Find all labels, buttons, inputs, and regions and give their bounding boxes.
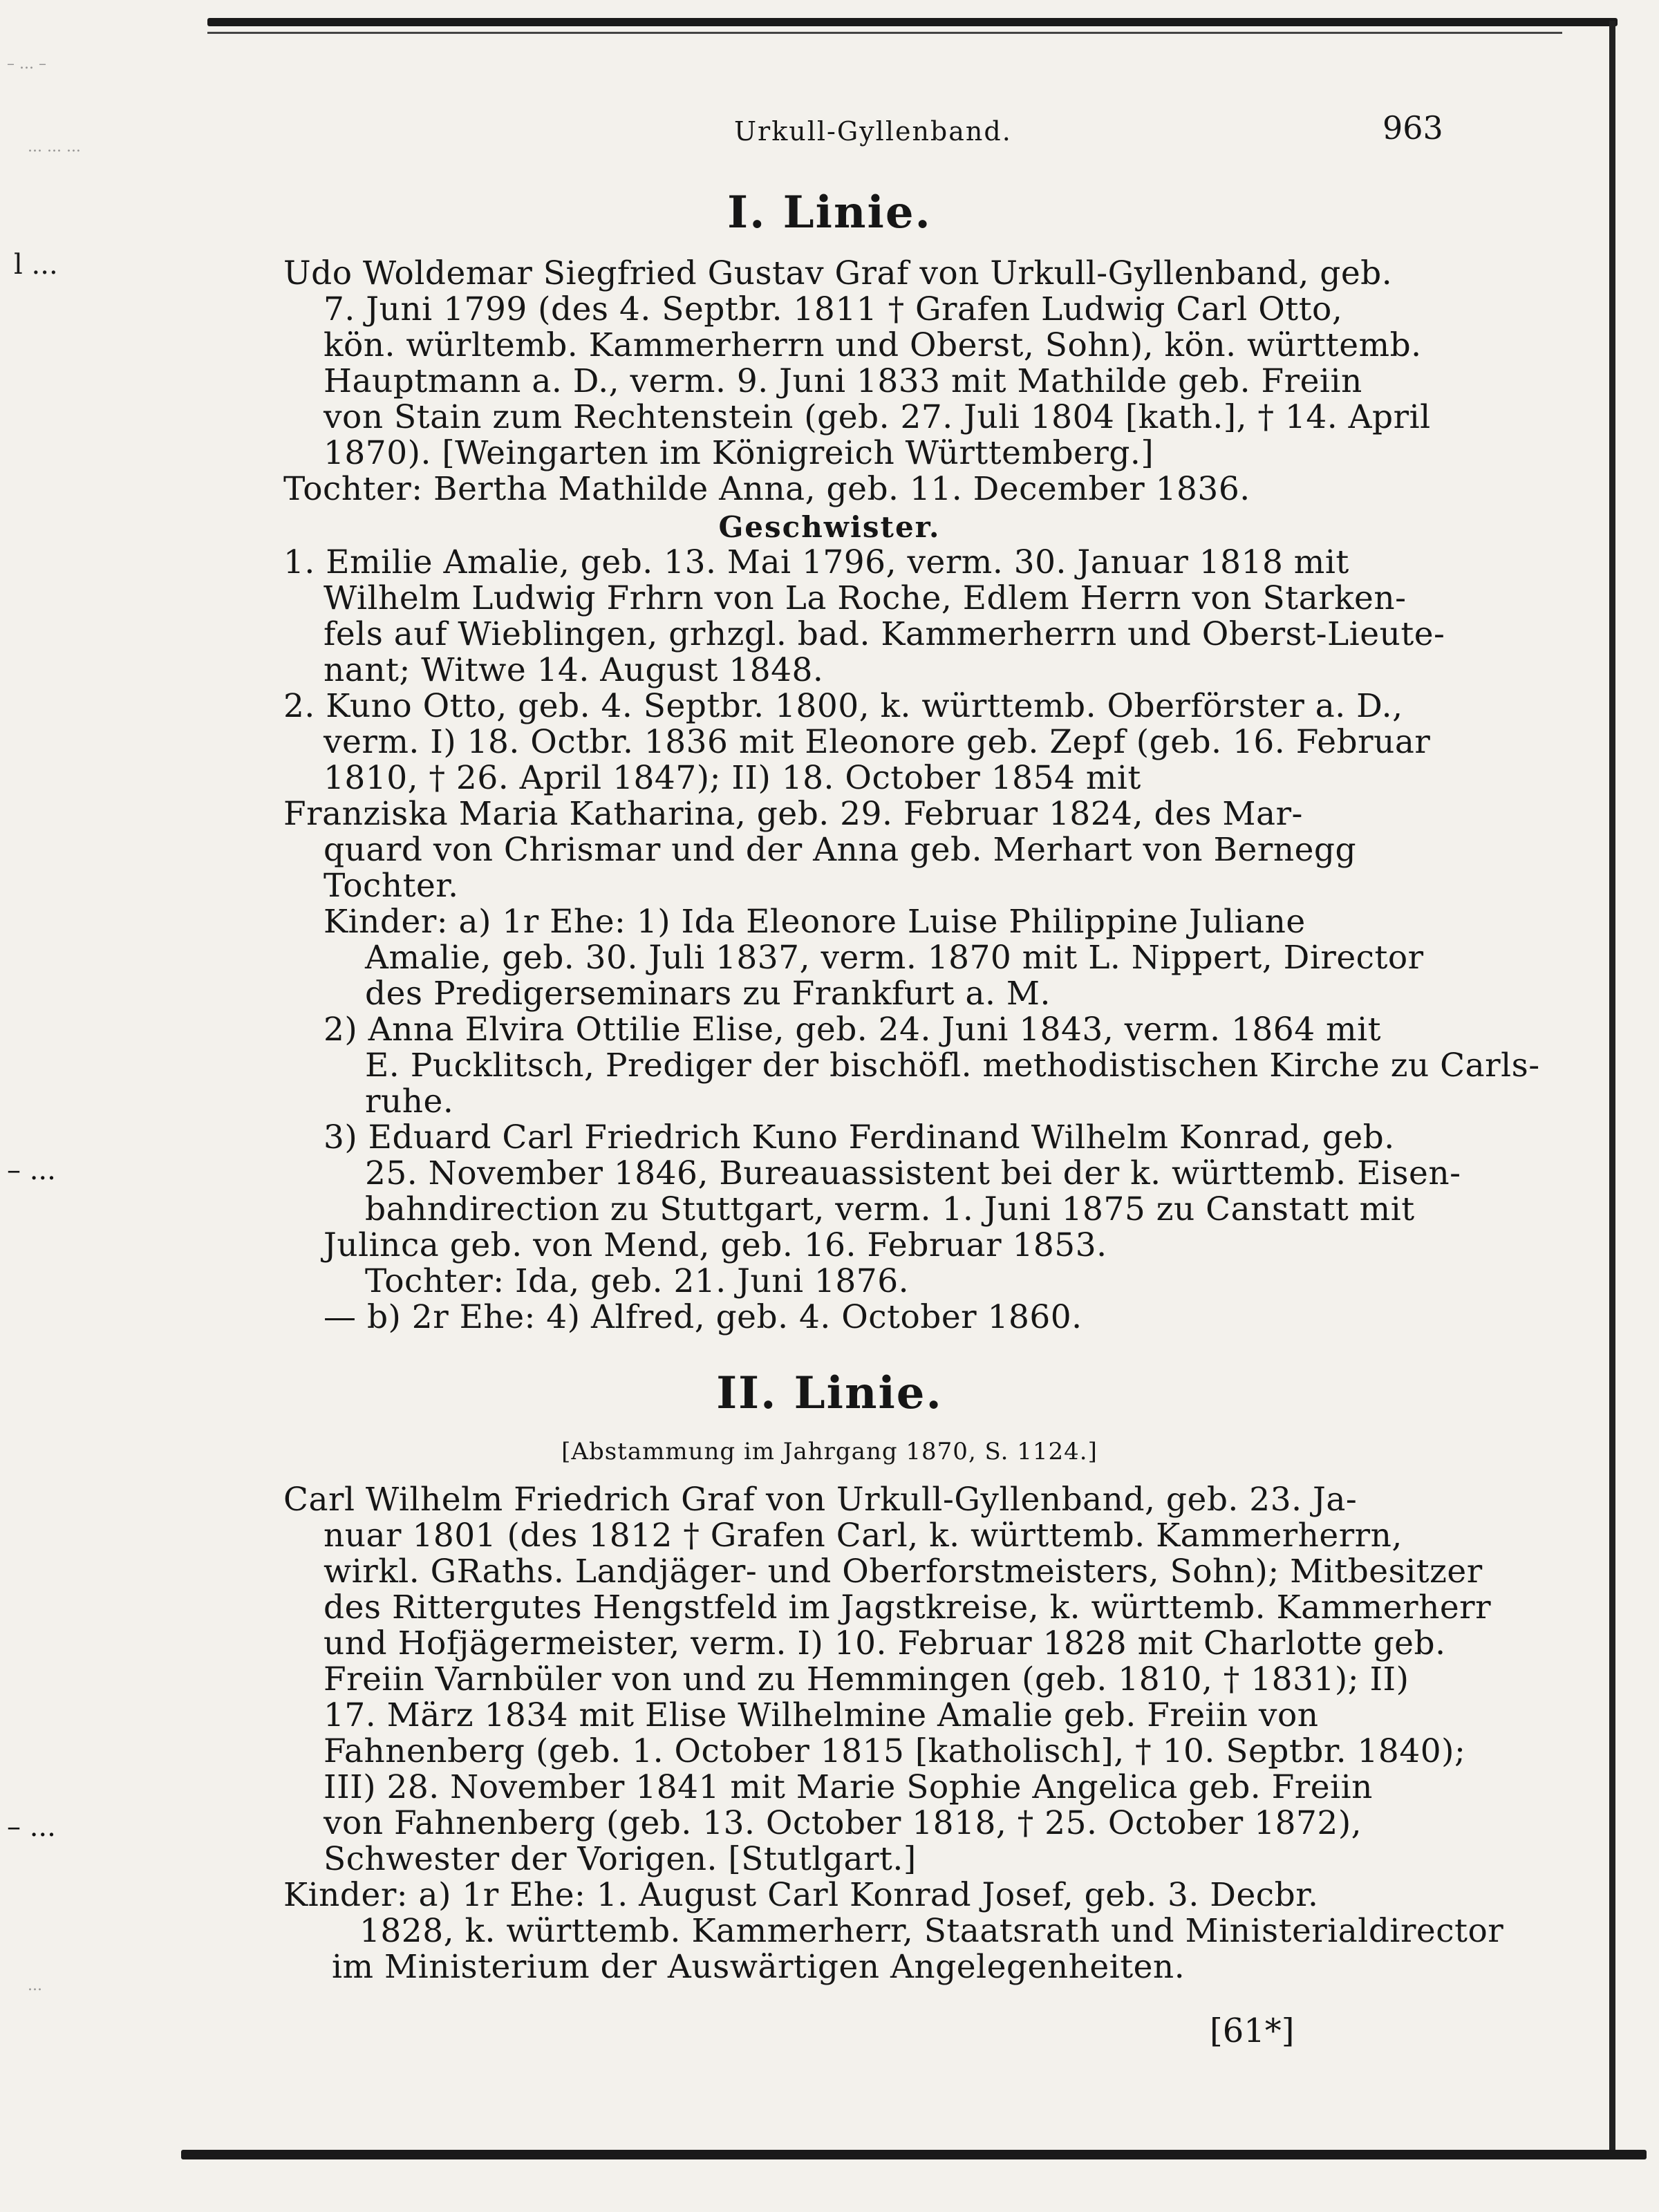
- children-line: 2) Anna Elvira Ottilie Elise, geb. 24. Juni 1843, verm. 1864 mit: [324, 1011, 1382, 1049]
- children-line: bahndirection zu Stuttgart, verm. 1. Juni 1875 zu Canstatt mit: [365, 1190, 1415, 1228]
- sibling-line: verm. I) 18. Octbr. 1836 mit Eleonore geb. Zepf (geb. 16. Februar: [324, 723, 1431, 761]
- children-line: Julinca geb. von Mend, geb. 16. Februar 1853.: [324, 1226, 1107, 1264]
- children-line: 3) Eduard Carl Friedrich Kuno Ferdinand Wilhelm Konrad, geb.: [324, 1118, 1395, 1156]
- children-line: Amalie, geb. 30. Juli 1837, verm. 1870 mit L. Nippert, Director: [365, 939, 1424, 977]
- sibling-line: 1. Emilie Amalie, geb. 13. Mai 1796, verm. 30. Januar 1818 mit: [283, 543, 1349, 581]
- sibling-line: fels auf Wieblingen, grhzgl. bad. Kammerherrn und Oberst-Lieute-: [324, 615, 1445, 653]
- children-line: E. Pucklitsch, Prediger der bischöfl. methodistischen Kirche zu Carls-: [365, 1047, 1540, 1085]
- children-line: Kinder: a) 1r Ehe: 1. August Carl Konrad Josef, geb. 3. Decbr.: [283, 1876, 1319, 1914]
- margin-fragment: ... ... ...: [28, 138, 81, 156]
- margin-fragment: – ...: [7, 1811, 56, 1843]
- sibling-line: Franziska Maria Katharina, geb. 29. Februar 1824, des Mar-: [283, 795, 1303, 833]
- entry-line: 17. März 1834 mit Elise Wilhelmine Amalie geb. Freiin von: [324, 1696, 1319, 1734]
- children-line: 25. November 1846, Bureauassistent bei der k. württemb. Eisen-: [365, 1154, 1461, 1192]
- sibling-line: quard von Chrismar und der Anna geb. Merhart von Bernegg: [324, 831, 1357, 869]
- entry-line: Udo Woldemar Siegfried Gustav Graf von Urkull-Gyllenband, geb.: [283, 254, 1393, 292]
- margin-fragment: l ...: [14, 249, 58, 281]
- sibling-line: Wilhelm Ludwig Frhrn von La Roche, Edlem Herrn von Starken-: [324, 579, 1407, 617]
- children-line: — b) 2r Ehe: 4) Alfred, geb. 4. October 1860.: [324, 1298, 1082, 1336]
- margin-fragment: ...: [28, 1977, 42, 1994]
- children-line: Tochter: Ida, geb. 21. Juni 1876.: [365, 1262, 910, 1300]
- margin-fragment: – ... –: [7, 55, 46, 73]
- top-border-thin-rule: [207, 32, 1562, 34]
- bottom-border-rule: [181, 2150, 1647, 2159]
- children-line: des Predigerseminars zu Frankfurt a. M.: [365, 975, 1051, 1013]
- entry-line: III) 28. November 1841 mit Marie Sophie Angelica geb. Freiin: [324, 1768, 1373, 1806]
- sibling-line: nant; Witwe 14. August 1848.: [324, 651, 824, 689]
- entry-line: Schwester der Vorigen. [Stutlgart.]: [324, 1840, 917, 1878]
- running-title: Urkull-Gyllenband.: [734, 116, 1012, 147]
- signature-mark: [61*]: [1210, 2012, 1295, 2050]
- sibling-line: Tochter.: [324, 867, 459, 905]
- children-line: ruhe.: [365, 1082, 454, 1121]
- lineage-reference-note: [Abstammung im Jahrgang 1870, S. 1124.]: [561, 1438, 1098, 1465]
- entry-line: Fahnenberg (geb. 1. October 1815 [katholisch], † 10. Septbr. 1840);: [324, 1732, 1466, 1770]
- siblings-heading: Geschwister.: [718, 510, 941, 544]
- entry-line: kön. würltemb. Kammerherrn und Oberst, Sohn), kön. württemb.: [324, 326, 1422, 364]
- entry-line: des Rittergutes Hengstfeld im Jagstkreise, k. württemb. Kammerherr: [324, 1588, 1492, 1627]
- entry-line: von Stain zum Rechtenstein (geb. 27. Juli 1804 [kath.], † 14. April: [324, 398, 1431, 436]
- right-border-rule: [1609, 21, 1615, 2150]
- entry-line: wirkl. GRaths. Landjäger- und Oberforstmeisters, Sohn); Mitbesitzer: [324, 1553, 1483, 1591]
- section-heading-line-1: I. Linie.: [727, 187, 932, 238]
- entry-line: Hauptmann a. D., verm. 9. Juni 1833 mit Mathilde geb. Freiin: [324, 362, 1362, 400]
- left-margin-bleed: [0, 41, 207, 2143]
- daughter-line: Tochter: Bertha Mathilde Anna, geb. 11. December 1836.: [283, 470, 1250, 508]
- sibling-line: 2. Kuno Otto, geb. 4. Septbr. 1800, k. württemb. Oberförster a. D.,: [283, 687, 1403, 725]
- children-line: 1828, k. württemb. Kammerherr, Staatsrath und Ministerialdirector: [359, 1912, 1504, 1950]
- children-line: Kinder: a) 1r Ehe: 1) Ida Eleonore Luise Philippine Juliane: [324, 903, 1306, 941]
- entry-line: 1870). [Weingarten im Königreich Württemberg.]: [324, 434, 1154, 472]
- entry-line: 7. Juni 1799 (des 4. Septbr. 1811 † Grafen Ludwig Carl Otto,: [324, 290, 1343, 328]
- entry-line: und Hofjägermeister, verm. I) 10. Februar 1828 mit Charlotte geb.: [324, 1624, 1446, 1662]
- section-heading-line-2: II. Linie.: [716, 1367, 943, 1419]
- entry-line: Carl Wilhelm Friedrich Graf von Urkull-Gyllenband, geb. 23. Ja-: [283, 1481, 1358, 1519]
- page-number: 963: [1382, 109, 1443, 147]
- sibling-line: 1810, † 26. April 1847); II) 18. October 1854 mit: [324, 759, 1141, 797]
- entry-line: Freiin Varnbüler von und zu Hemmingen (geb. 1810, † 1831); II): [324, 1660, 1409, 1698]
- entry-line: von Fahnenberg (geb. 13. October 1818, † 25. October 1872),: [324, 1804, 1362, 1842]
- entry-line: nuar 1801 (des 1812 † Grafen Carl, k. württemb. Kammerherrn,: [324, 1517, 1403, 1555]
- children-line: im Ministerium der Auswärtigen Angelegenheiten.: [332, 1948, 1185, 1986]
- margin-fragment: – ...: [7, 1154, 56, 1186]
- top-border-rule: [207, 18, 1618, 26]
